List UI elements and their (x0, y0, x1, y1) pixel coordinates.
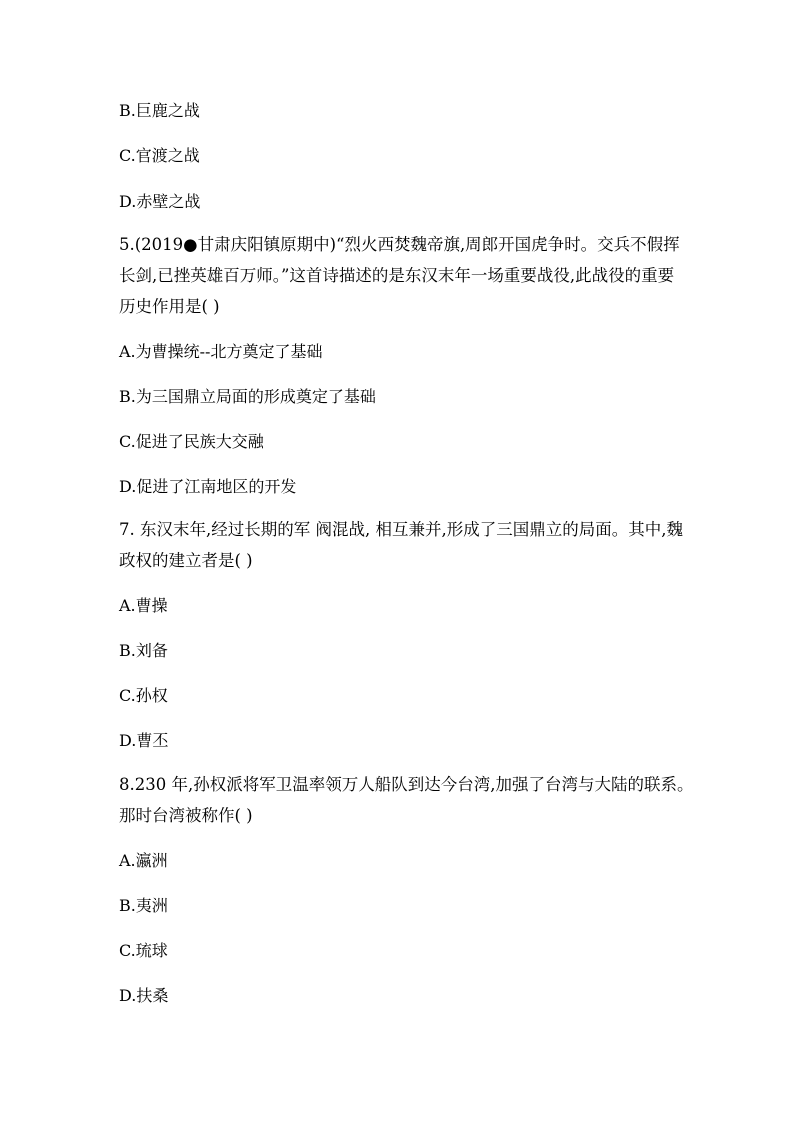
q8-stem-line-1: 8.230 年,孙权派将军卫温率领万人船队到达今台湾,加强了台湾与大陆的联系。 (119, 775, 694, 794)
q5-stem-line-2: 长剑,已挫英雄百万师。”这首诗描述的是东汉末年一场重要战役,此战役的重要 (119, 266, 675, 285)
q8-option-c: C.琉球 (119, 941, 168, 960)
q5-option-c: C.促进了民族大交融 (119, 432, 264, 451)
q4-option-b: B.巨鹿之战 (119, 101, 200, 120)
q7-stem-line-1: 7. 东汉末年,经过长期的军 阀混战, 相互兼并,形成了三国鼎立的局面。其中,魏 (119, 520, 683, 539)
q4-option-c: C.官渡之战 (119, 146, 200, 165)
q7-option-d: D.曹丕 (119, 731, 169, 750)
q7-option-a: A.曹操 (119, 596, 168, 615)
q4-option-d: D.赤壁之战 (119, 192, 201, 211)
q5-option-d: D.促进了江南地区的开发 (119, 477, 297, 496)
q8-option-b: B.夷洲 (119, 896, 168, 915)
q8-option-d: D.扶桑 (119, 986, 169, 1005)
q7-option-c: C.孙权 (119, 686, 168, 705)
q5-stem-line-3: 历史作用是( ) (119, 297, 220, 316)
q7-stem-line-2: 政权的建立者是( ) (119, 551, 253, 570)
q7-option-b: B.刘备 (119, 641, 168, 660)
q5-option-b: B.为三国鼎立局面的形成奠定了基础 (119, 387, 376, 406)
q5-option-a: A.为曹操统--北方奠定了基础 (119, 342, 323, 361)
q5-stem-line-1: 5.(2019●甘肃庆阳镇原期中)“烈火西焚魏帝旗,周郎开国虎争时。交兵不假挥 (119, 235, 680, 254)
q8-stem-line-2: 那时台湾被称作( ) (119, 806, 253, 825)
q8-option-a: A.瀛洲 (119, 851, 168, 870)
